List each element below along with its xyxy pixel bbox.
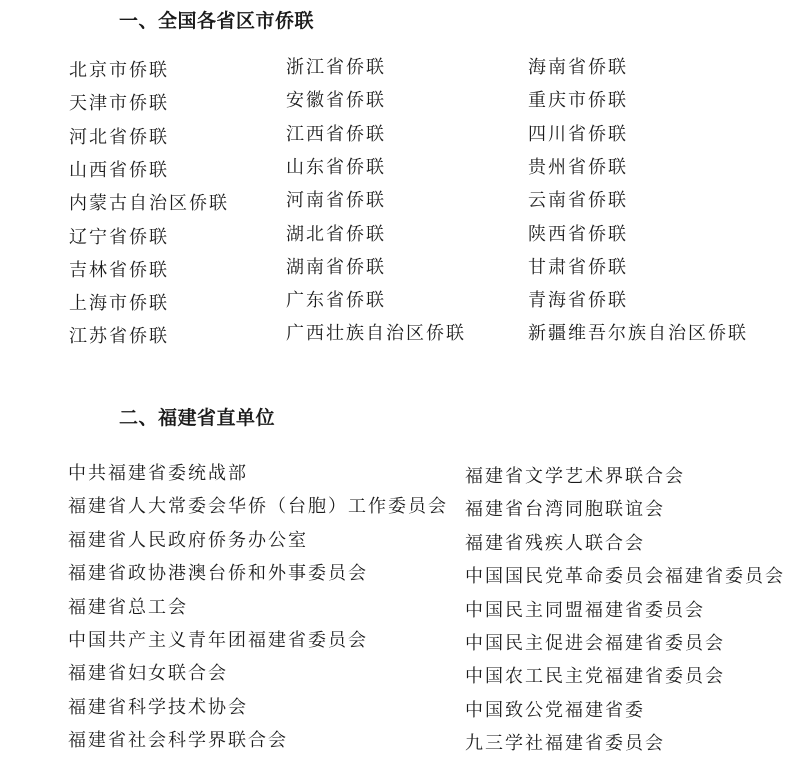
provincial-federation-item: 陕西省侨联: [528, 223, 628, 245]
provincial-federation-item: 安徽省侨联: [286, 90, 386, 112]
provincial-federation-item: 江西省侨联: [286, 123, 386, 145]
provincial-federation-item: 广西壮族自治区侨联: [286, 323, 466, 345]
fujian-department-item: 福建省残疾人联合会: [465, 532, 645, 554]
fujian-department-item: 福建省政协港澳台侨和外事委员会: [68, 563, 368, 585]
provincial-federation-item: 山西省侨联: [69, 159, 169, 181]
provincial-federation-item: 湖北省侨联: [286, 223, 386, 245]
provincial-federation-item: 重庆市侨联: [528, 90, 628, 112]
fujian-department-item: 中国民主促进会福建省委员会: [465, 633, 725, 654]
fujian-department-item: 福建省社会科学界联合会: [68, 730, 288, 752]
provincial-federation-item: 青海省侨联: [528, 290, 628, 312]
provincial-federation-item: 云南省侨联: [528, 190, 628, 212]
fujian-department-item: 福建省文学艺术界联合会: [465, 466, 685, 487]
provincial-federation-item: 河南省侨联: [286, 190, 386, 212]
section-title-fujian-departments: 二、福建省直单位: [119, 407, 276, 429]
provincial-federation-item: 四川省侨联: [528, 123, 628, 145]
provincial-federation-item: 河北省侨联: [69, 126, 169, 148]
provincial-federation-item: 内蒙古自治区侨联: [69, 193, 229, 215]
section-title-provincial-federations: 一、全国各省区市侨联: [119, 10, 315, 32]
fujian-department-item: 福建省人民政府侨务办公室: [68, 529, 308, 551]
provincial-federation-item: 浙江省侨联: [286, 57, 386, 78]
fujian-department-item: 福建省人大常委会华侨（台胞）工作委员会: [68, 496, 448, 518]
fujian-department-item: 中国农工民主党福建省委员会: [465, 666, 725, 688]
provincial-federation-item: 广东省侨联: [286, 290, 386, 312]
fujian-department-item: 中国致公党福建省委: [465, 699, 645, 721]
provincial-federation-item: 辽宁省侨联: [69, 226, 169, 248]
provincial-federation-item: 贵州省侨联: [528, 156, 628, 178]
fujian-department-item: 中国国民党革命委员会福建省委员会: [465, 566, 785, 588]
fujian-department-item: 九三学社福建省委员会: [465, 733, 665, 755]
provincial-federation-item: 江苏省侨联: [69, 326, 169, 348]
provincial-federation-item: 海南省侨联: [528, 57, 628, 78]
provincial-federation-item: 新疆维吾尔族自治区侨联: [528, 323, 748, 345]
fujian-department-item: 中共福建省委统战部: [68, 463, 248, 484]
provincial-federation-item: 湖南省侨联: [286, 256, 386, 278]
fujian-department-item: 中国民主同盟福建省委员会: [465, 599, 705, 621]
fujian-department-item: 福建省台湾同胞联谊会: [465, 499, 665, 521]
provincial-federation-item: 北京市侨联: [69, 60, 169, 81]
provincial-federation-item: 吉林省侨联: [69, 259, 169, 281]
provincial-federation-item: 山东省侨联: [286, 156, 386, 178]
fujian-department-item: 福建省总工会: [68, 596, 188, 618]
provincial-federation-item: 甘肃省侨联: [528, 256, 628, 278]
provincial-federation-item: 天津市侨联: [69, 93, 169, 115]
provincial-federation-item: 上海市侨联: [69, 293, 169, 315]
fujian-department-item: 福建省科学技术协会: [68, 696, 248, 718]
fujian-department-item: 福建省妇女联合会: [68, 663, 228, 685]
fujian-department-item: 中国共产主义青年团福建省委员会: [68, 630, 368, 651]
